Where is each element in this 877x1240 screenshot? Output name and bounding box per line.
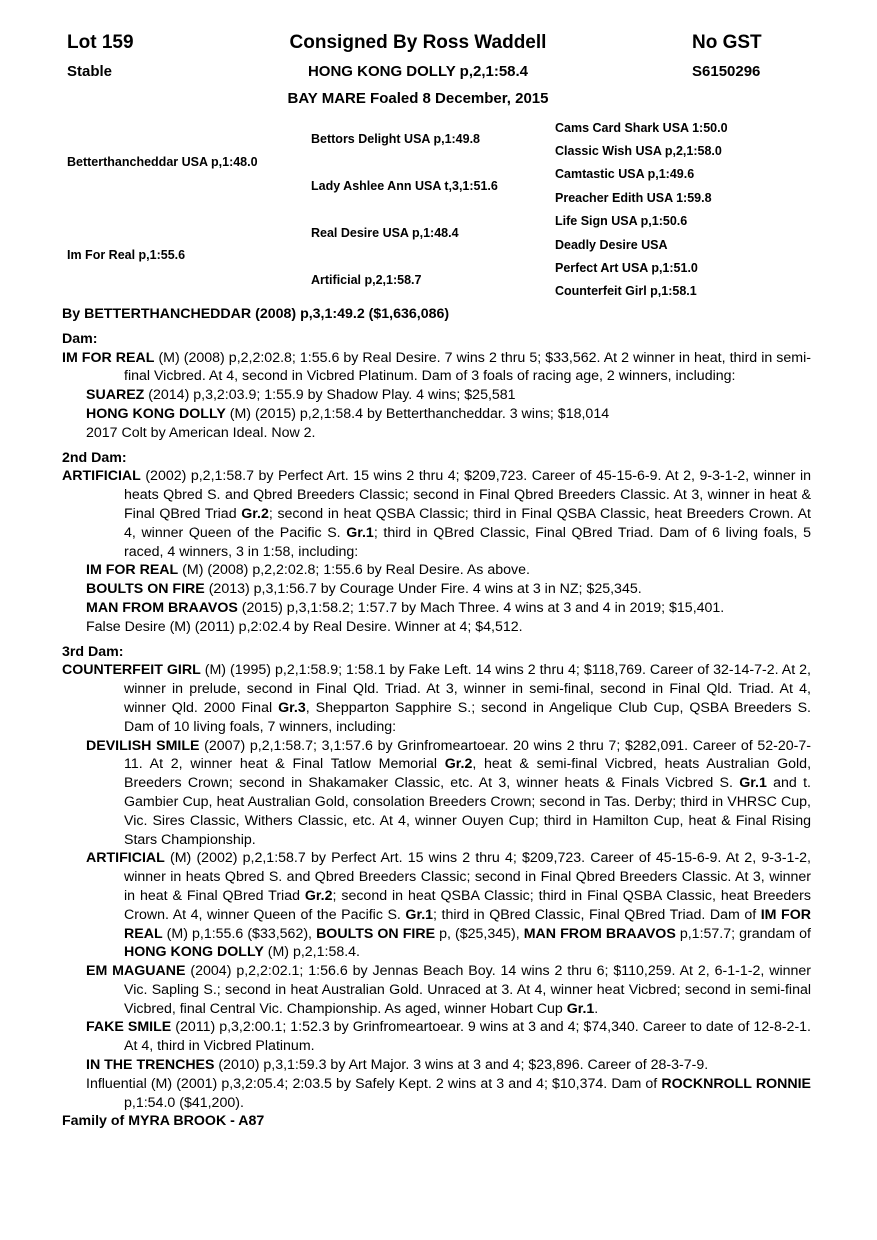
consignor: Consigned By Ross Waddell — [289, 32, 547, 53]
progeny-entry: EM MAGUANE (2004) p,2,2:02.1; 1:56.6 by Jennas Beach Boy. 14 wins 2 thru 6; $110,259. At 2, 6-1-1-2, winner Vic. Sapling S.; second in heat Australian Gold. Unraced at 3. At 4, winner heat Vicbred; second in semi-final Vicbred, final Central Vic. Championship. As aged, winner Hobart Cup Gr.1. — [86, 963, 811, 1017]
brand-number: S6150296 — [692, 63, 761, 80]
horse-name: HONG KONG DOLLY p,2,1:58.4 — [307, 63, 529, 80]
dam-progeny — [62, 386, 811, 442]
pedigree-gen3: Counterfeit Girl p,1:58.1 — [555, 284, 697, 298]
progeny-entry: BOULTS ON FIRE (2013) p,3,1:56.7 by Courage Under Fire. 4 wins at 3 in NZ; $25,345. — [86, 581, 642, 598]
pedigree-gen3: Deadly Desire USA — [555, 238, 668, 252]
second-dam-heading: 2nd Dam: — [62, 449, 127, 466]
progeny-entry: ARTIFICIAL (M) (2002) p,2,1:58.7 by Perfect Art. 15 wins 2 thru 4; $209,723. Career of 45-15-6-9. At 2, 9-3-1-2, winner in heats Qbred S. and Qbred Breeders Classic; second in Final Qbred Breeders Classic. At 3, winner in heat & Final QBred Triad Gr.2; second in heat QSBA Classic; third in Final QSBA Classic, heat Breeders Crown. At 4, winner Queen of the Pacific S. Gr.1; third in QBred Classic, Final QBred Triad. Dam of IM FOR REAL (M) p,1:55.6 ($33,562), BOULTS ON FIRE p, ($25,345), MAN FROM BRAAVOS p,1:57.7; grandam of HONG KONG DOLLY (M) p,2,1:58.4. — [86, 850, 811, 961]
progeny-entry: DEVILISH SMILE (2007) p,2,1:58.7; 3,1:57.6 by Grinfromeartoear. 20 wins 2 thru 7; $282,091. Career of 52-20-7-11. At 2, winner heat & Final Tatlow Memorial Gr.2, heat & semi-final Vicbred, heats Australian Gold, Breeders Crown; second in Shakamaker Classic, etc. At 3, winner heats & Finals Vicbred S. Gr.1 and t. Gambier Cup, heat Australian Gold, consolation Breeders Crown; second in Tas. Derby; third in VHRSC Cup, Vic. Sires Classic, Withers Classic, etc. At 4, winner Ouyen Cup; third in Hamilton Cup, heat & Final Rising Stars Championship. — [86, 737, 812, 848]
dam-heading: Dam: — [62, 330, 98, 347]
progeny-entry: IM FOR REAL (M) (2008) p,2,2:02.8; 1:55.6 by Real Desire. As above. — [86, 562, 530, 579]
pedigree-gen3: Camtastic USA p,1:49.6 — [555, 167, 695, 181]
lot-number: Lot 159 — [67, 32, 134, 53]
pedigree-gen3: Classic Wish USA p,2,1:58.0 — [555, 144, 722, 158]
second-dam-entry: ARTIFICIAL (2002) p,2,1:58.7 by Perfect Art. 15 wins 2 thru 4; $209,723. Career of 45-15-6-9. At 2, 9-3-1-2, winner in heats Qbred S. and Qbred Breeders Classic; second in Final Qbred Breeders Classic. At 3, winner in heat & Final QBred Triad Gr.2; second in heat QSBA Classic; third in Final QSBA Classic, heat Breeders Crown. At 4, winner Queen of the Pacific S. Gr.1; third in QBred Classic, Final QBred Triad. Dam of 6 living foals, 5 raced, 4 winners, 3 in 1:58, including: — [62, 468, 812, 560]
progeny-entry: FAKE SMILE (2011) p,3,2:00.1; 1:52.3 by Grinfromeartoear. 9 wins at 3 and 4; $74,340. Career to date of 12-8-2-1. At 4, third in Vicbred Platinum. — [86, 1019, 812, 1055]
sire-line: By BETTERTHANCHEDDAR (2008) p,3,1:49.2 ($1,636,086) — [62, 306, 450, 322]
pedigree-dam: Im For Real p,1:55.6 — [67, 248, 186, 262]
progeny-entry: HONG KONG DOLLY (M) (2015) p,2,1:58.4 by Betterthancheddar. 3 wins; $18,014 — [86, 405, 610, 422]
progeny-entry: SUAREZ (2014) p,3,2:03.9; 1:55.9 by Shadow Play. 4 wins; $25,581 — [86, 387, 516, 404]
pedigree-gen3: Cams Card Shark USA 1:50.0 — [555, 121, 728, 135]
pedigree-sire: Betterthancheddar USA p,1:48.0 — [67, 155, 258, 169]
pedigree-gen3: Perfect Art USA p,1:51.0 — [555, 261, 698, 275]
pedigree-gen2: Lady Ashlee Ann USA t,3,1:51.6 — [311, 179, 498, 193]
family-line: Family of MYRA BROOK - A87 — [62, 1113, 265, 1130]
foaled-line: BAY MARE Foaled 8 December, 2015 — [287, 90, 549, 107]
progeny-entry: False Desire (M) (2011) p,2:02.4 by Real Desire. Winner at 4; $4,512. — [86, 618, 523, 635]
progeny-entry: 2017 Colt by American Ideal. Now 2. — [86, 424, 316, 441]
progeny-entry: Influential (M) (2001) p,3,2:05.4; 2:03.5 by Safely Kept. 2 wins at 3 and 4; $10,374. Dam of ROCKNROLL RONNIE p,1:54.0 ($41,200). — [86, 1075, 812, 1111]
third-dam-progeny — [62, 737, 811, 1113]
pedigree-gen2: Real Desire USA p,1:48.4 — [311, 226, 459, 240]
third-dam-heading: 3rd Dam: — [62, 643, 124, 660]
progeny-entry: IN THE TRENCHES (2010) p,3,1:59.3 by Art Major. 3 wins at 3 and 4; $23,896. Career of 28-3-7-9. — [86, 1057, 709, 1074]
pedigree-gen2: Bettors Delight USA p,1:49.8 — [311, 132, 481, 146]
dam-entry: IM FOR REAL (M) (2008) p,2,2:02.8; 1:55.6 by Real Desire. 7 wins 2 thru 5; $33,562. At 2 winner in heat, third in semi-final Vicbred. At 4, second in Vicbred Platinum. Dam of 3 foals of racing age, 2 winners, including: — [62, 349, 811, 385]
progeny-entry: MAN FROM BRAAVOS (2015) p,3,1:58.2; 1:57.7 by Mach Three. 4 wins at 3 and 4 in 2019; $15,401. — [86, 599, 725, 616]
stable-label: Stable — [67, 63, 113, 80]
pedigree-gen3: Life Sign USA p,1:50.6 — [555, 214, 688, 228]
gst-status: No GST — [692, 32, 762, 53]
pedigree-gen3: Preacher Edith USA 1:59.8 — [555, 191, 712, 205]
pedigree-gen2: Artificial p,2,1:58.7 — [311, 273, 422, 287]
catalogue-body — [62, 305, 811, 1131]
second-dam-progeny — [62, 561, 811, 636]
third-dam-entry: COUNTERFEIT GIRL (M) (1995) p,2,1:58.9; 1:58.1 by Fake Left. 14 wins 2 thru 4; $118,769. Career of 32-14-7-2. At 2, winner in prelude, second in Final Qld. Triad. At 3, winner in semi-final, second in Final Qld. Triad. At 4, winner Qld. 2000 Final Gr.3, Shepparton Sapphire S.; second in Angelique Club Cup, QSBA Breeders S. Dam of 10 living foals, 7 winners, including: — [62, 662, 811, 735]
